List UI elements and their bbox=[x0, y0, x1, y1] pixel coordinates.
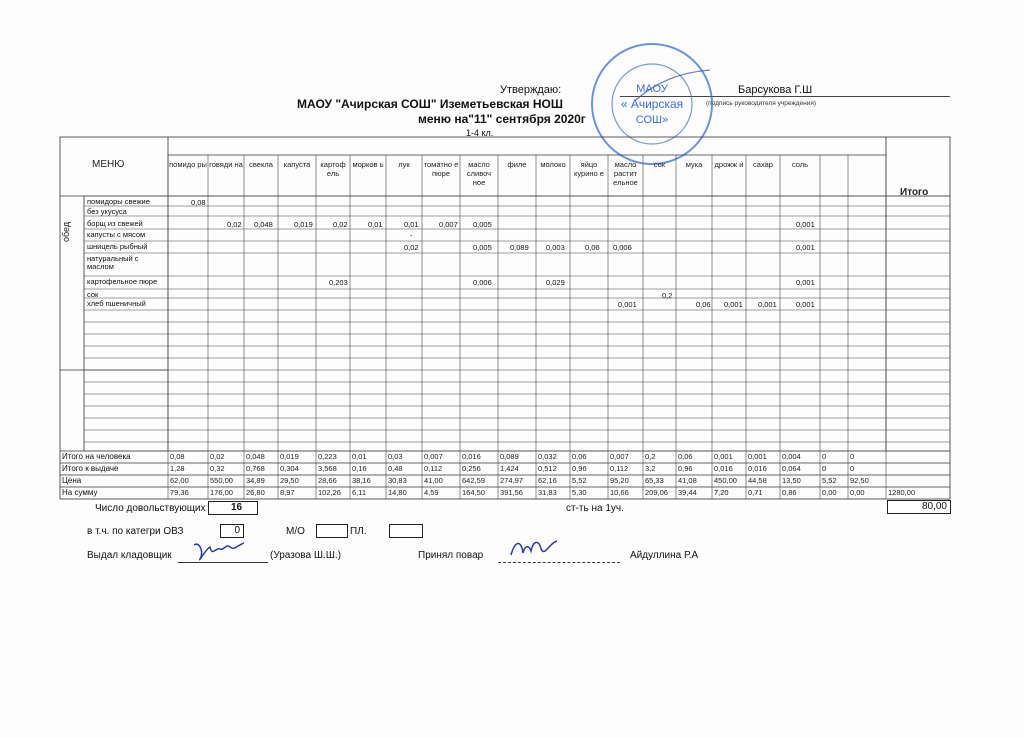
summary-label: Цена bbox=[62, 476, 82, 485]
summary-value: 26,80 bbox=[246, 488, 265, 497]
per-one-box bbox=[887, 500, 951, 514]
ovz-box bbox=[220, 524, 244, 538]
summary-value: 0,02 bbox=[210, 452, 225, 461]
column-header: соль bbox=[791, 160, 809, 169]
summary-value: 0,004 bbox=[782, 452, 801, 461]
summary-value: 0,016 bbox=[714, 464, 733, 473]
column-header: филе bbox=[507, 160, 527, 169]
total-header: Итого bbox=[900, 187, 929, 198]
summary-value: 6,11 bbox=[352, 488, 367, 497]
summary-value: 38,16 bbox=[352, 476, 371, 485]
summary-value: 62,16 bbox=[538, 476, 557, 485]
summary-value: 0,71 bbox=[748, 488, 763, 497]
summary-value: 0,304 bbox=[280, 464, 299, 473]
mo-box bbox=[316, 524, 348, 538]
menu-date-title: меню на"11" сентября 2020г bbox=[418, 112, 586, 126]
summary-value: 0,089 bbox=[500, 452, 519, 461]
dish-cell-value: 0,019 bbox=[294, 220, 313, 229]
column-header: молоко bbox=[540, 160, 566, 169]
summary-value: 41,08 bbox=[678, 476, 697, 485]
summary-value: 0,03 bbox=[388, 452, 403, 461]
dish-name: помидоры свежие bbox=[87, 197, 150, 206]
pl-box bbox=[389, 524, 423, 538]
summary-value: 44,58 bbox=[748, 476, 767, 485]
summary-value: 3,568 bbox=[318, 464, 337, 473]
summary-value: 28,66 bbox=[318, 476, 337, 485]
column-header: сахар bbox=[753, 160, 773, 169]
dish-cell-value: 0,048 bbox=[254, 220, 273, 229]
summary-value: 0,00 bbox=[850, 488, 865, 497]
dish-cell-value: 0,001 bbox=[796, 220, 815, 229]
summary-value: 0,2 bbox=[645, 452, 656, 461]
column-header: картоф ель bbox=[320, 160, 346, 178]
summary-value: 0,048 bbox=[246, 452, 265, 461]
column-header: свекла bbox=[249, 160, 273, 169]
dish-name: капусты с мясом bbox=[87, 230, 146, 239]
dish-cell-value: 0,06 bbox=[585, 243, 600, 252]
summary-value: 0,512 bbox=[538, 464, 557, 473]
received-signature bbox=[505, 535, 565, 565]
dish-cell-value: 0,029 bbox=[546, 278, 565, 287]
summary-value: 0,08 bbox=[170, 452, 185, 461]
pl-label: ПЛ. bbox=[350, 526, 367, 537]
summary-value: 1280,00 bbox=[888, 488, 916, 497]
issued-label: Выдал кладовщик bbox=[87, 550, 172, 561]
dish-name: без укусуса bbox=[87, 207, 127, 216]
dish-cell-value: 0,02 bbox=[333, 220, 348, 229]
count-value: 16 bbox=[231, 502, 243, 513]
summary-value: 29,50 bbox=[280, 476, 299, 485]
summary-label: Итого к выдаче bbox=[62, 464, 119, 473]
dish-cell-value: 0,203 bbox=[329, 278, 348, 287]
summary-value: 209,06 bbox=[645, 488, 668, 497]
summary-label: Итого на человека bbox=[62, 452, 131, 461]
summary-value: 0,112 bbox=[424, 464, 443, 473]
dish-cell-value: 0,02 bbox=[227, 220, 242, 229]
summary-value: 0,223 bbox=[318, 452, 337, 461]
head-name: Барсукова Г.Ш bbox=[738, 84, 813, 96]
stamp-text-2: « Ачирская bbox=[620, 97, 684, 111]
dish-name: натуральный с маслом bbox=[87, 254, 139, 271]
summary-value: 0,01 bbox=[352, 452, 367, 461]
ovz-label: в т.ч. по категри ОВЗ bbox=[87, 526, 184, 537]
per-one-value: 80,00 bbox=[921, 501, 947, 512]
summary-value: 92,50 bbox=[850, 476, 869, 485]
summary-value: 7,20 bbox=[714, 488, 729, 497]
summary-value: 391,56 bbox=[500, 488, 523, 497]
summary-value: 5,52 bbox=[822, 476, 837, 485]
dish-cell-value: 0,02 bbox=[404, 243, 419, 252]
summary-value: 102,26 bbox=[318, 488, 341, 497]
summary-value: 0 bbox=[822, 452, 827, 461]
dish-cell-value: 0,001 bbox=[796, 300, 815, 309]
stamp-text-3: СОШ» bbox=[635, 114, 669, 126]
summary-value: 0,112 bbox=[610, 464, 629, 473]
summary-value: 30,83 bbox=[388, 476, 407, 485]
summary-value: 0,001 bbox=[714, 452, 733, 461]
dish-cell-value: - bbox=[410, 231, 413, 240]
class-label: 1-4 кл. bbox=[466, 128, 494, 138]
summary-value: 176,00 bbox=[210, 488, 233, 497]
summary-value: 0,768 bbox=[246, 464, 265, 473]
dish-cell-value: 0,001 bbox=[796, 278, 815, 287]
dish-cell-value: 0,007 bbox=[439, 220, 458, 229]
summary-value: 65,33 bbox=[645, 476, 664, 485]
summary-value: 0,007 bbox=[424, 452, 443, 461]
dish-cell-value: 0,08 bbox=[191, 198, 206, 207]
column-header: яйцо курино е bbox=[574, 160, 604, 178]
dish-cell-value: 0,001 bbox=[758, 300, 777, 309]
summary-value: 0,32 bbox=[210, 464, 225, 473]
summary-value: 10,66 bbox=[610, 488, 629, 497]
dish-cell-value: 0,06 bbox=[696, 300, 711, 309]
summary-value: 8,97 bbox=[280, 488, 295, 497]
summary-value: 0,256 bbox=[462, 464, 481, 473]
summary-value: 0,032 bbox=[538, 452, 557, 461]
column-header: лук bbox=[398, 160, 410, 169]
summary-value: 34,89 bbox=[246, 476, 265, 485]
dish-cell-value: 0,2 bbox=[662, 291, 673, 300]
dish-cell-value: 0,01 bbox=[404, 220, 419, 229]
summary-value: 0,016 bbox=[462, 452, 481, 461]
received-label: Принял повар bbox=[418, 550, 484, 561]
summary-value: 0,019 bbox=[280, 452, 299, 461]
summary-value: 0,96 bbox=[572, 464, 587, 473]
summary-value: 0,48 bbox=[388, 464, 403, 473]
summary-value: 642,59 bbox=[462, 476, 485, 485]
stamp-text-1: МАОУ bbox=[636, 83, 668, 95]
summary-value: 4,59 bbox=[424, 488, 439, 497]
school-title: МАОУ "Ачирская СОШ" Иземетьевская НОШ bbox=[297, 97, 563, 111]
dish-cell-value: 0,01 bbox=[368, 220, 383, 229]
summary-value: 0,007 bbox=[610, 452, 629, 461]
dish-name: сок bbox=[87, 290, 99, 299]
dish-cell-value: 0,001 bbox=[796, 243, 815, 252]
count-label: Число довольствующих bbox=[95, 503, 206, 514]
ovz-value: 0 bbox=[234, 525, 240, 536]
summary-value: 5,52 bbox=[572, 476, 587, 485]
dish-cell-value: 0,005 bbox=[473, 220, 492, 229]
issued-signature bbox=[190, 537, 250, 567]
column-header: дрожж и bbox=[714, 160, 744, 169]
column-header: морков ь bbox=[352, 160, 384, 169]
head-note: (подпись руководителя учреждения) bbox=[706, 100, 817, 107]
received-name: Айдуллина Р.А bbox=[630, 550, 699, 561]
column-header: масло растит ельное bbox=[613, 160, 638, 187]
summary-value: 0,06 bbox=[572, 452, 587, 461]
summary-value: 95,20 bbox=[610, 476, 629, 485]
column-header: томатно е пюре bbox=[423, 160, 459, 178]
column-header: мука bbox=[685, 160, 703, 169]
summary-value: 450,00 bbox=[714, 476, 737, 485]
dish-cell-value: 0,001 bbox=[724, 300, 743, 309]
summary-value: 0 bbox=[850, 452, 855, 461]
summary-value: 1,424 bbox=[500, 464, 519, 473]
per-one-label: ст-ть на 1уч. bbox=[566, 503, 624, 514]
summary-value: 164,50 bbox=[462, 488, 485, 497]
summary-value: 5,30 bbox=[572, 488, 587, 497]
dish-name: шницель рыбный bbox=[87, 242, 148, 251]
summary-value: 0,06 bbox=[678, 452, 693, 461]
summary-value: 0,16 bbox=[352, 464, 367, 473]
summary-value: 274,97 bbox=[500, 476, 523, 485]
dish-cell-value: 0,001 bbox=[618, 300, 637, 309]
menu-header: МЕНЮ bbox=[92, 159, 125, 170]
summary-value: 39,44 bbox=[678, 488, 697, 497]
dish-name: картофельное пюре bbox=[87, 277, 158, 286]
section-label: обед bbox=[61, 221, 71, 242]
dish-name: борщ из свежей bbox=[87, 219, 143, 228]
summary-value: 0,016 bbox=[748, 464, 767, 473]
summary-label: На сумму bbox=[62, 488, 98, 497]
column-header: масло сливоч ное bbox=[466, 160, 492, 187]
summary-value: 0 bbox=[850, 464, 855, 473]
count-box bbox=[208, 501, 258, 515]
column-header: помидо ры bbox=[169, 160, 207, 169]
column-header: сок bbox=[653, 160, 666, 169]
mo-label: М/О bbox=[286, 526, 305, 537]
summary-value: 550,00 bbox=[210, 476, 233, 485]
dish-cell-value: 0,089 bbox=[510, 243, 529, 252]
summary-value: 0,00 bbox=[822, 488, 837, 497]
summary-value: 0,064 bbox=[782, 464, 801, 473]
dish-name: хлеб пшеничный bbox=[87, 299, 146, 308]
summary-value: 0,86 bbox=[782, 488, 797, 497]
summary-value: 0 bbox=[822, 464, 827, 473]
summary-value: 31,83 bbox=[538, 488, 557, 497]
summary-value: 14,80 bbox=[388, 488, 407, 497]
issued-name: (Уразова Ш.Ш.) bbox=[270, 550, 342, 561]
summary-value: 3,2 bbox=[645, 464, 656, 473]
dish-cell-value: 0,003 bbox=[546, 243, 565, 252]
dish-cell-value: 0,006 bbox=[613, 243, 632, 252]
summary-value: 1,28 bbox=[170, 464, 185, 473]
summary-value: 13,50 bbox=[782, 476, 801, 485]
dish-cell-value: 0,005 bbox=[473, 243, 492, 252]
column-header: говяди на bbox=[209, 160, 243, 169]
summary-value: 41,00 bbox=[424, 476, 443, 485]
dish-cell-value: 0,006 bbox=[473, 278, 492, 287]
summary-value: 62,00 bbox=[170, 476, 189, 485]
summary-value: 79,36 bbox=[170, 488, 189, 497]
summary-value: 0,96 bbox=[678, 464, 693, 473]
summary-value: 0,001 bbox=[748, 452, 767, 461]
column-header: капуста bbox=[283, 160, 311, 169]
approve-label: Утверждаю: bbox=[500, 84, 562, 96]
